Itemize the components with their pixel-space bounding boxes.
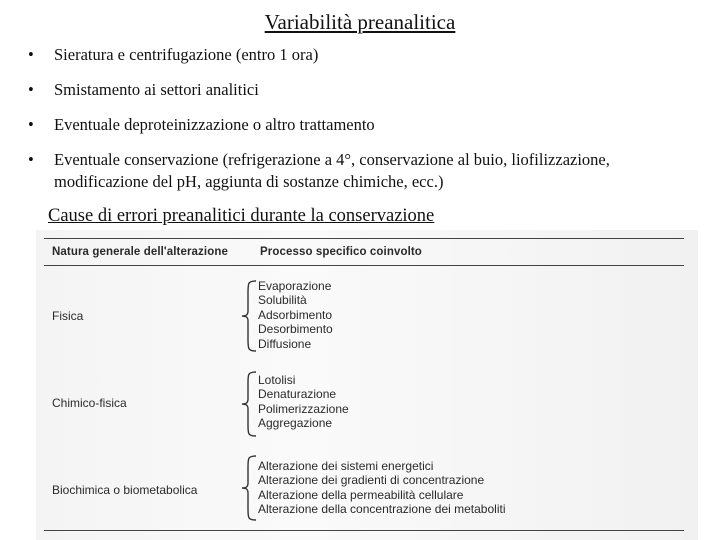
bullet-text: Eventuale deproteinizzazione o altro trattamento [54, 115, 375, 134]
bullet-dot: • [28, 80, 34, 99]
process-list [258, 279, 333, 351]
bullet-list [28, 44, 708, 206]
bullet-dot: • [28, 150, 34, 169]
bullet-dot: • [28, 45, 34, 64]
process-item: Alterazione dei gradienti di concentrazione [258, 473, 485, 488]
table-bottom-rule [44, 530, 684, 531]
process-item: Adsorbimento [258, 307, 333, 322]
process-item: Denaturazione [258, 387, 337, 402]
bullet-dot: • [28, 115, 34, 134]
process-item: Lotolisi [258, 373, 296, 387]
process-item: Evaporazione [258, 279, 332, 293]
bullet-item [28, 44, 708, 66]
process-list [258, 373, 349, 431]
table-top-rule [44, 238, 684, 239]
bullet-text: Eventuale conservazione (refrigerazione a 4°, conservazione al buio, liofilizzazione, modificazione del pH, aggiunta di sostanze chimiche, ecc.) [54, 150, 610, 191]
header-nature: Natura generale dell'alterazione [52, 246, 228, 258]
process-item: Solubilità [258, 293, 307, 308]
row-nature: Fisica [52, 309, 84, 323]
process-item: Polimerizzazione [258, 401, 349, 416]
bullet-text: Smistamento ai settori analitici [54, 80, 259, 99]
brace-bracket [240, 370, 258, 438]
header-process: Processo specifico coinvolto [260, 246, 422, 258]
process-item: Alterazione della permeabilità cellulare [258, 487, 464, 502]
bullet-item [28, 79, 708, 101]
process-item: Diffusione [258, 336, 312, 351]
process-item: Desorbimento [258, 322, 333, 337]
brace-bracket [240, 454, 258, 522]
bullet-text: Sieratura e centrifugazione (entro 1 ora) [54, 45, 319, 64]
process-item: Alterazione dei sistemi energetici [258, 459, 434, 473]
scanned-table [36, 230, 698, 540]
row-nature: Biochimica o biometabolica [52, 483, 198, 497]
bullet-item [28, 114, 708, 136]
header-bottom-rule [44, 265, 684, 266]
slide-title: Variabilità preanalitica [264, 10, 456, 34]
process-list [258, 459, 505, 517]
process-item: Alterazione della concentrazione dei metaboliti [258, 502, 506, 517]
row-nature: Chimico-fisica [52, 396, 127, 410]
process-item: Aggregazione [258, 416, 333, 431]
brace-bracket [240, 279, 258, 353]
section-subtitle: Cause di errori preanalitici durante la conservazione [48, 206, 435, 226]
bullet-item [28, 149, 708, 193]
